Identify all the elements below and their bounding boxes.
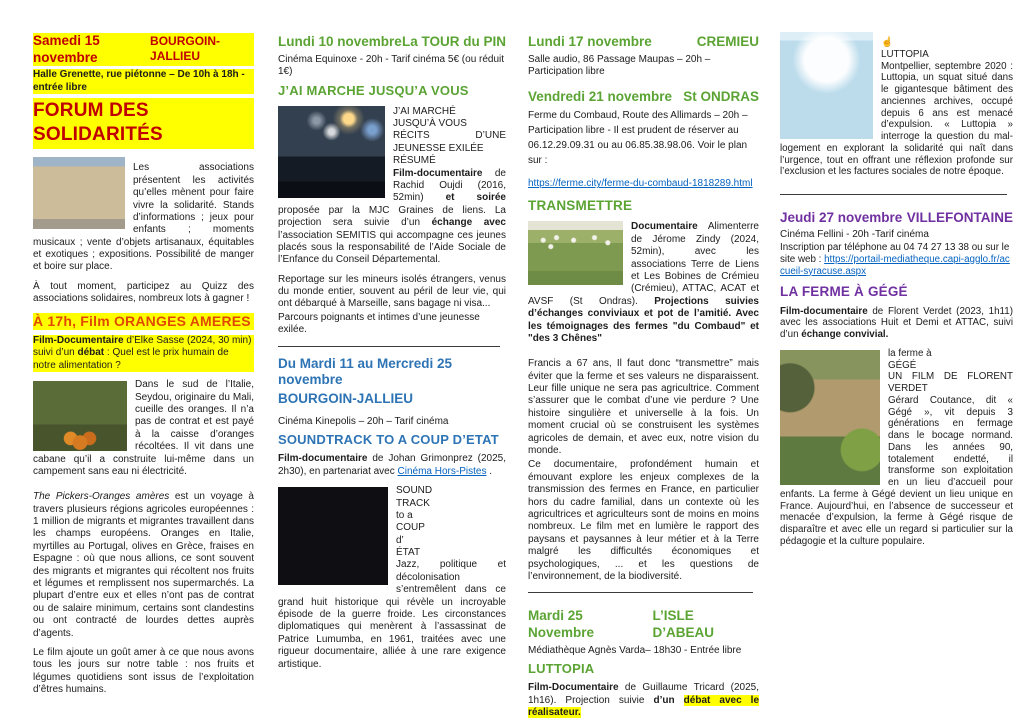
event-city: VILLEFONTAINE — [906, 210, 1013, 225]
poster-title: J’AI MARCHÉ — [393, 105, 456, 117]
section-divider — [780, 194, 1007, 195]
poster-word: COUP — [396, 522, 425, 534]
poster-title: la ferme à — [888, 347, 932, 359]
poster-subtitle: RÉCITS D’UNE JEUNESSE EXILÉE — [393, 130, 506, 154]
paragraph-text: Gérard Coutance, dit « Gégé », vit depuis 3 générations en fermage dans le bocage normand. Dans les années 90, totalement endetté, il transforme son exploitation en un lieu d’accueil pour enfants. La ferme à Gégé devient un lieu unique en France. Aujourd’hui, en l’absence de successeur et menacée d’expulsion, la ferme à Gégé risque de disparaître et avec elle un regard si particulier sur la pédagogie et la culture populaire. — [780, 394, 1013, 547]
oranges-ameres-still — [33, 381, 127, 451]
event-venue: Salle audio, 86 Passage Maupas – 20h – Participation libre — [528, 53, 711, 78]
event-date-row — [780, 210, 1013, 226]
event-city: St ONDRAS — [683, 88, 759, 104]
paragraph-text: Montpellier, septembre 2020 : Luttopia, un squat situé dans le gigantesque bâtiment des anciennes archives, occupé depuis 6 ans est menacé d’expulsion. « Luttopia » interroge la question du mal-logement en explorant la solidarité qui naît dans l’urgence, tout en offrant une réflexion profonde sur l’exclusion et les factures sociales de notre époque. — [780, 60, 1013, 178]
event-venue: Ferme du Combaud, Route des Allimards – 20h – Participation libre - Il est prudent de réserver au 06.12.29.09.31 ou au 06.85.38.98.06. Voir le plan sur : — [528, 110, 748, 167]
event-venue: Cinéma Kinepolis – 20h – Tarif cinéma — [278, 415, 449, 427]
poster-subtitle: UN FILM DE FLORENT VERDET — [888, 371, 1013, 395]
paragraph: Ce documentaire, profondément humain et émouvant explore les enjeux complexes de la transmission des fermes en France, en particulier hors du cadre familial, dans un contexte où les agricultrices et agriculteurs sont de moins en moins nombreux. Le film met en lumière le rapport des paysans et paysannes à leur métier et à la Terre malgré les difficultés économiques et psychologiques, ... et les questions de l’environnement, de la biodiversité. — [528, 459, 759, 582]
event-city: L’ISLE D’ABEAU — [652, 608, 715, 641]
paragraph: Film-documentaire de Johan Grimonprez (2025, 2h30), en partenariat avec Cinéma Hors-Pistes . — [278, 453, 506, 477]
inline-link[interactable]: Cinéma Hors-Pistes — [397, 465, 487, 477]
poster-word: SOUND — [396, 485, 433, 497]
event-venue: Cinéma Equinoxe - 20h - Tarif cinéma 5€ (ou réduit 1€) — [278, 53, 505, 78]
event-venue: Halle Grenette, rue piétonne – De 10h à 18h - entrée libre — [33, 69, 254, 94]
section-divider — [528, 592, 753, 593]
paragraph: Le film ajoute un goût amer à ce que nous avons tous les jours sur notre table : nos fruits et légumes quotidiens sont issus de l’exploitation d’êtres humains. — [33, 646, 254, 696]
paragraph: Film-documentaire de Florent Verdet (2023, 1h11) avec les associations Huit et Demi et ATTAC, suivi d’un échange convivial. — [780, 305, 1013, 341]
poster-title: LUTTOPIA — [881, 48, 929, 60]
poster-word: to a — [396, 509, 413, 521]
halle-grenette-photo — [33, 157, 125, 229]
event-date: Samedi 15 novembre — [33, 33, 100, 65]
event-date: Lundi 17 novembre — [528, 34, 652, 49]
paragraph: Reportage sur les mineurs isolés étrangers, venus du monde entier, souvent au péril de leur vie, qui ont débarqué à Marseille, sans bagage ni visa... — [278, 273, 506, 310]
inscription-line: Inscription par téléphone au 04 74 27 13 38 ou sur le site web : https://portail-mediatheque.capi-agglo.fr/accueil-syracuse.aspx — [780, 242, 1010, 277]
ferme-a-gege-poster — [780, 350, 880, 485]
column-cremieu-stondras — [528, 34, 759, 726]
event-date-row — [528, 608, 759, 641]
film-heading: À 17h, Film ORANGES AMERES — [33, 313, 254, 330]
event-date: Mardi 25 Novembre — [528, 608, 595, 641]
event-date: Vendredi 21 novembre — [528, 88, 673, 104]
paragraph-text: Jazz, politique et décolonisation s’entremêlent dans ce grand huit historique qui révèle un incroyable épisode de la guerre froide. Les circonstances diplomatiques qui menèrent à l’assassinat de Patrice Lumumba, en 1961, traitées avec une rigueur documentaire, alliée à une rare exigence artistique. — [278, 559, 506, 670]
event-date: Du Mardi 11 au Mercredi 25 novembre — [278, 355, 453, 388]
poster-label: RÉSUMÉ — [393, 155, 436, 167]
soundtrack-poster — [278, 487, 388, 585]
page-title: FORUM DES SOLIDARITÉS — [33, 98, 254, 149]
film-title: LUTTOPIA — [528, 661, 595, 677]
luttopia-poster — [780, 32, 873, 139]
paragraph: À tout moment, participez au Quizz des associations solidaires, nombreux lots à gagner ! — [33, 280, 254, 305]
event-date-row — [528, 34, 759, 51]
poster-title: GÉGÉ — [888, 359, 917, 371]
paragraph-text: Film-documentaire de Rachid Oujdi (2016, 52min) et soirée proposée par la MJC Graines de liens. La projection sera suivie d’un échange avec l’association SEMITIS qui accompagne ces jeunes placés sous la responsabilité de l’Aide Sociale de l’Enfance du Conseil Départemental. — [278, 167, 506, 266]
film-title: TRANSMETTRE — [528, 197, 633, 213]
event-city: BOURGOIN-JALLIEU — [150, 34, 221, 63]
column-forum-solidarites — [33, 33, 254, 704]
paragraph: Film-Documentaire de Guillaume Tricard (2025, 1h16). Projection suivie d’un débat avec le réalisateur. — [528, 682, 760, 719]
poster-word: TRACK — [396, 497, 430, 509]
event-date-row — [33, 33, 254, 66]
film-title: LA FERME À GÉGÉ — [780, 284, 908, 300]
event-venue: Cinéma Fellini - 20h -Tarif cinéma — [780, 229, 929, 241]
event-date-row — [278, 34, 506, 51]
hand-cursor-icon: ☝ — [881, 37, 894, 48]
column-villefontaine — [780, 30, 1013, 555]
film-title: J’AI MARCHE JUSQU’A VOUS — [278, 82, 469, 98]
section-divider — [278, 346, 500, 347]
paragraph: Parcours poignants et intimes d’une jeunesse exilée. — [278, 311, 480, 336]
paragraph-text: Les associations présentent les activités qu’elles mènent pour faire vivre la solidarité. Stands d’informations ; jeux pour enfants ; moments musicaux ; vente d’objets artisanaux, équitables et exotiques ; expositions. Possibilité de manger et boire sur place. — [33, 162, 254, 273]
poster-word: d’ — [396, 534, 404, 546]
event-venue: Médiathèque Agnès Varda– 18h30 - Entrée libre — [528, 644, 742, 656]
event-date: Jeudi 27 novembre — [780, 210, 903, 225]
column-tour-du-pin — [278, 34, 506, 678]
jai-marche-poster — [278, 106, 385, 198]
poster-title: JUSQU’À VOUS — [393, 118, 467, 130]
film-subheading: Film-Documentaire d’Elke Sasse (2024, 30 min) suivi d’un débat : Quel est le prix humain de notre alimentation ? — [33, 335, 254, 372]
paragraph-text: Dans le sud de l’Italie, Seydou, originaire du Mali, cueille des oranges. Il n’a pas de contrat et est payé à la caisse d’oranges récoltées. Il vit dans une cabane qu’il a construite lui-même dans un campement sans eau ni électricité. — [33, 379, 254, 477]
poster-word: ÉTAT — [396, 547, 421, 559]
paragraph: Francis a 67 ans, Il faut donc “transmettre” mais éviter que la ferme et ses valeurs ne disparaissent. Leur fille unique ne sera pas agricultrice. Comment s’assurer que le combat d’une vie perdure ? Une histoire singulière et universelle à la fois. Un moment crucial où se construisent les systèmes agricoles de demain, et avec eux, notre vision du monde. — [528, 358, 759, 457]
transmettre-photo — [528, 221, 623, 285]
inline-link[interactable]: https://portail-mediatheque.capi-agglo.fr/accueil-syracuse.aspx — [780, 253, 1010, 277]
event-city: CREMIEU — [696, 34, 759, 49]
paragraph: The Pickers-Oranges amères est un voyage à travers plusieurs régions agricoles européennes : 1 million de migrants et migrantes travaillent dans les champs européens. Oranges en Italie, myrtilles au Portugal, olives en Grèce, fraises en Espagne : où que nous allions, ce sont souvent des migrants et migrantes qui récoltent nos fruits et légumes et remplissent nos supermarchés. La plupart d’entre eux et elles n’ont pas de contrat ou de salaire minimum, certains sont clandestins ou ont contracté de lourdes dettes auprès d’agents. — [33, 491, 254, 639]
paragraph-text: Documentaire Alimenterre de Jérome Zindy (2024, 52min), avec les associations Terre de Liens et Les Bobines de Crémieu (Crémieu), ATTAC, ACAT et AVSF (St Ondras). Projections suivies d’échanges conviviaux et pot de l’amitié. Avec les témoignages des fermes "du Combaud" et "des 3 Chênes" — [528, 221, 759, 344]
event-date: Lundi 10 novembre — [278, 34, 402, 49]
film-title: SOUNDTRACK TO A COUP D’ETAT — [278, 432, 499, 448]
ferme-map-link[interactable]: https://ferme.city/ferme-du-combaud-1818289.html — [528, 178, 753, 190]
event-date-row — [528, 89, 759, 106]
event-city: BOURGOIN-JALLIEU — [278, 391, 413, 407]
event-city: La TOUR du PIN — [401, 34, 506, 49]
